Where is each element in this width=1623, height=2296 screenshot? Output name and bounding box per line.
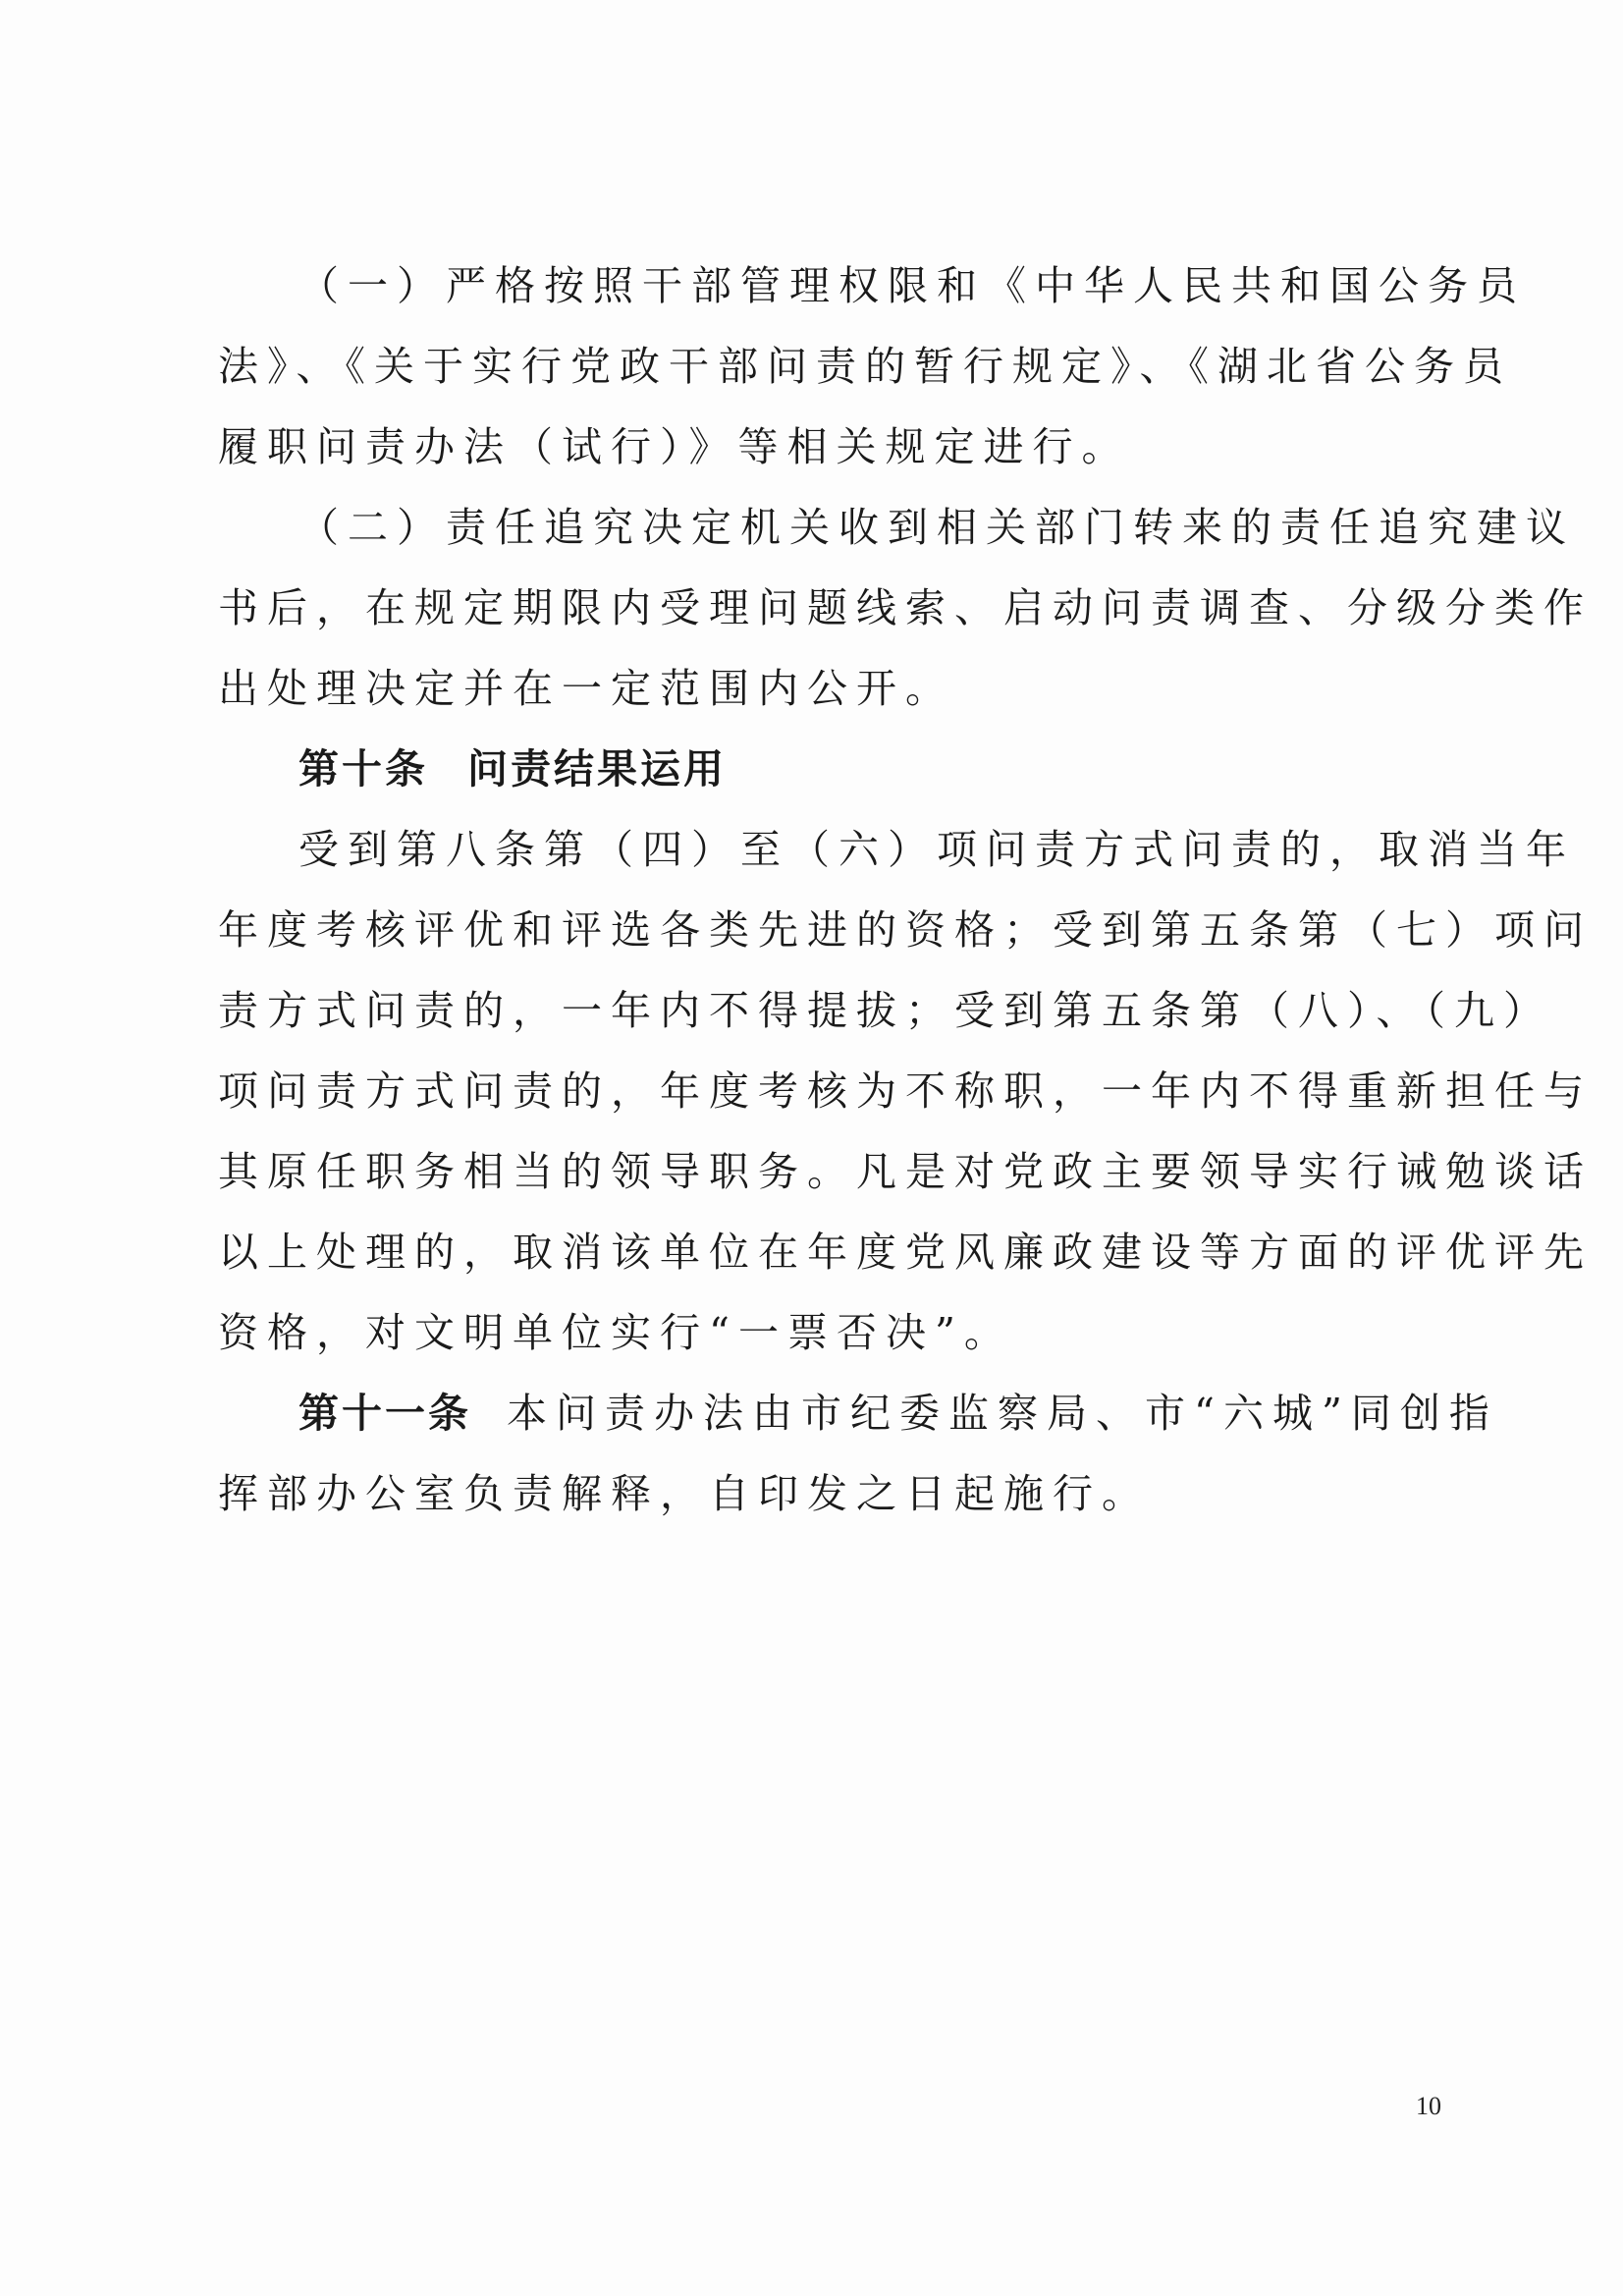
paragraph-line: 出处理决定并在一定范围内公开。 [218,665,954,712]
paragraph-line: 法》、《关于实行党政干部问责的暂行规定》、《湖北省公务员 [218,343,1512,390]
paragraph-line: （一）严格按照干部管理权限和《中华人民共和国公务员 [298,262,1526,309]
article-number: 第十条 [298,745,428,793]
page-number: 10 [1416,2092,1441,2120]
paragraph-line: 以上处理的，取消该单位在年度党风廉政建设等方面的评优评先 [218,1229,1593,1276]
paragraph-line: 资格，对文明单位实行“一票否决”。 [218,1309,1013,1356]
article-paragraph [218,1373,1498,1453]
paragraph-line: 责方式问责的，一年内不得提拔；受到第五条第（八）、（九） [218,987,1552,1034]
paragraph-line: 年度考核评优和评选各类先进的资格；受到第五条第（七）项问 [218,906,1593,954]
article-heading [218,729,1435,809]
article-number: 第十一条 [298,1390,471,1437]
article-title: 问责结果运用 [467,745,727,793]
paragraph-line: 受到第八条第（四）至（六）项问责方式问责的，取消当年 [298,826,1575,873]
paragraph-line: 履职问责办法（试行）》等相关规定进行。 [218,423,1131,470]
paragraph-line: 项问责方式问责的，年度考核为不称职，一年内不得重新担任与 [218,1067,1593,1115]
paragraph-line: 书后，在规定期限内受理问题线索、启动问责调查、分级分类作 [218,584,1593,631]
article-text: 本问责办法由市纪委监察局、市“六城”同创指 [507,1390,1498,1437]
paragraph-line: （二）责任追究决定机关收到相关部门转来的责任追究建议 [298,504,1575,551]
paragraph-line: 其原任职务相当的领导职务。凡是对党政主要领导实行诫勉谈话 [218,1148,1593,1195]
paragraph-line: 挥部办公室负责解释，自印发之日起施行。 [218,1470,1151,1517]
document-body [218,246,1593,1534]
